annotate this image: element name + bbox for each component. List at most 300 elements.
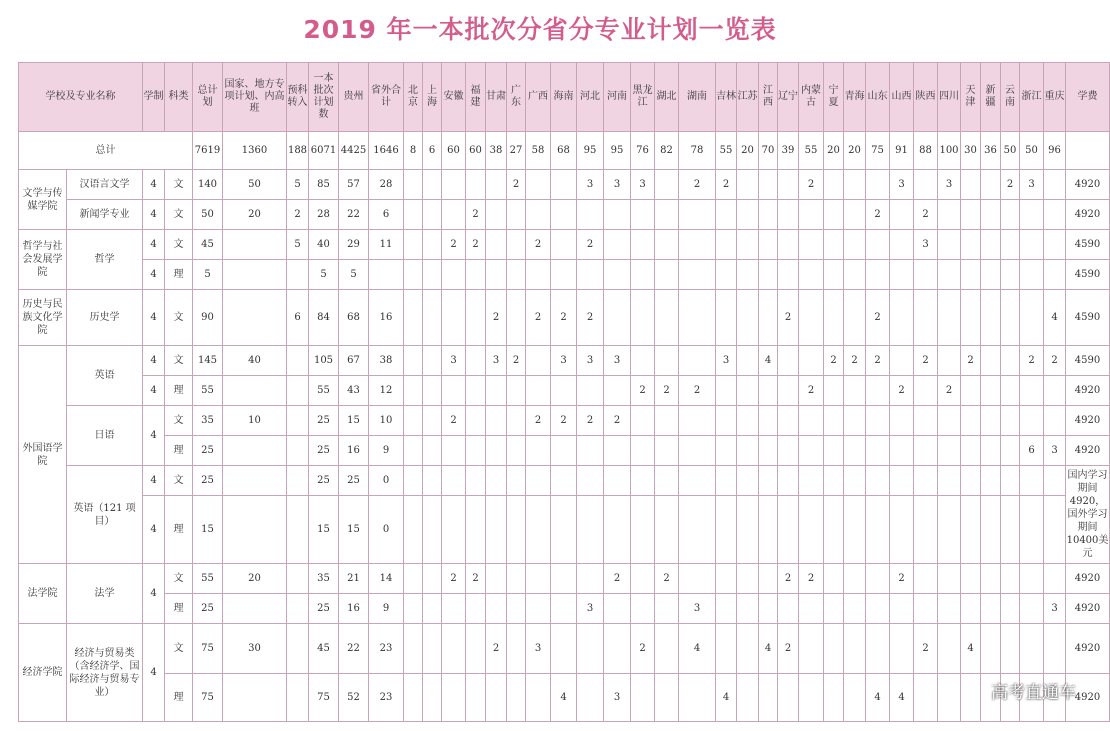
table-cell: [1020, 406, 1044, 436]
column-header: 新疆: [981, 63, 1001, 132]
table-cell: [890, 436, 914, 466]
table-cell: 3: [577, 346, 604, 376]
table-cell: 2: [1020, 346, 1044, 376]
table-cell: 50: [223, 170, 287, 200]
category-cell: 理: [165, 496, 193, 564]
column-header: 河北: [577, 63, 604, 132]
table-cell: [655, 674, 679, 722]
table-cell: [866, 496, 890, 564]
table-cell: [679, 466, 716, 496]
table-cell: [631, 436, 655, 466]
table-cell: [938, 466, 961, 496]
table-cell: [938, 200, 961, 230]
table-cell: 2: [679, 170, 716, 200]
table-cell: [981, 564, 1001, 594]
category-cell: 文: [165, 346, 193, 376]
table-cell: 25: [193, 594, 223, 624]
table-cell: [655, 346, 679, 376]
table-cell: [631, 290, 655, 346]
column-header: 湖北: [655, 63, 679, 132]
column-header: 吉林: [716, 63, 737, 132]
table-cell: [844, 436, 866, 466]
table-cell: [799, 406, 824, 436]
table-cell: [287, 564, 309, 594]
table-cell: [737, 564, 759, 594]
table-cell: 35: [309, 564, 339, 594]
table-cell: [442, 594, 466, 624]
table-cell: [866, 594, 890, 624]
table-cell: 2: [526, 406, 551, 436]
table-cell: [679, 674, 716, 722]
table-cell: 23: [369, 674, 404, 722]
column-header: 江西: [759, 63, 778, 132]
college-name: 历史与民族文化学院: [19, 290, 67, 346]
table-cell: 5: [309, 260, 339, 290]
column-header: 预科转入: [287, 63, 309, 132]
table-cell: [866, 436, 890, 466]
table-cell: 4920: [1066, 564, 1110, 594]
table-cell: 25: [309, 466, 339, 496]
table-cell: [737, 346, 759, 376]
table-cell: [1044, 564, 1066, 594]
table-cell: [507, 466, 526, 496]
column-header: 内蒙古: [799, 63, 824, 132]
table-cell: [890, 466, 914, 496]
major-name: 法学: [67, 564, 143, 624]
column-header: 甘肃: [486, 63, 507, 132]
table-cell: 1646: [369, 132, 404, 170]
table-cell: [759, 406, 778, 436]
table-cell: [223, 496, 287, 564]
table-cell: 60: [466, 132, 486, 170]
table-cell: 4920: [1066, 170, 1110, 200]
table-cell: 16: [369, 290, 404, 346]
table-cell: 2: [778, 624, 799, 674]
table-cell: [604, 376, 631, 406]
table-cell: 50: [193, 200, 223, 230]
table-cell: [914, 376, 938, 406]
table-cell: [1044, 624, 1066, 674]
table-cell: [866, 466, 890, 496]
column-header: 宁夏: [824, 63, 844, 132]
column-header: 安徽: [442, 63, 466, 132]
table-cell: [981, 406, 1001, 436]
table-cell: [1066, 132, 1110, 170]
table-cell: 16: [339, 436, 369, 466]
table-cell: 55: [716, 132, 737, 170]
table-cell: [679, 200, 716, 230]
table-cell: 25: [309, 594, 339, 624]
table-cell: [938, 496, 961, 564]
table-cell: [799, 290, 824, 346]
table-cell: [1001, 564, 1020, 594]
table-cell: [844, 564, 866, 594]
table-cell: [716, 376, 737, 406]
table-cell: [507, 230, 526, 260]
table-cell: [759, 200, 778, 230]
table-cell: 10: [369, 406, 404, 436]
major-name: 英语（121 项目）: [67, 466, 143, 564]
table-cell: [466, 346, 486, 376]
table-cell: [486, 564, 507, 594]
table-cell: 58: [526, 132, 551, 170]
table-cell: [981, 436, 1001, 466]
table-cell: 2: [507, 170, 526, 200]
table-cell: [423, 496, 442, 564]
table-cell: 140: [193, 170, 223, 200]
table-cell: [778, 466, 799, 496]
table-cell: 55: [309, 376, 339, 406]
table-cell: 10: [223, 406, 287, 436]
table-cell: [486, 674, 507, 722]
table-row: [19, 594, 1110, 624]
table-cell: [1044, 170, 1066, 200]
table-cell: [631, 230, 655, 260]
table-cell: 85: [309, 170, 339, 200]
table-cell: 4590: [1066, 346, 1110, 376]
column-header: 山东: [866, 63, 890, 132]
table-cell: [507, 436, 526, 466]
major-name: 英语: [67, 346, 143, 406]
column-header: 黑龙江: [631, 63, 655, 132]
table-cell: [507, 496, 526, 564]
table-cell: 14: [369, 564, 404, 594]
table-cell: [551, 436, 577, 466]
table-cell: [890, 496, 914, 564]
table-cell: [890, 260, 914, 290]
table-cell: [423, 436, 442, 466]
table-cell: [914, 406, 938, 436]
table-cell: [223, 290, 287, 346]
table-cell: [551, 376, 577, 406]
table-cell: [679, 436, 716, 466]
table-cell: [981, 200, 1001, 230]
table-cell: 20: [824, 132, 844, 170]
table-cell: [1020, 376, 1044, 406]
table-cell: 82: [655, 132, 679, 170]
table-cell: [679, 406, 716, 436]
table-cell: [404, 496, 423, 564]
table-cell: 2: [526, 230, 551, 260]
table-cell: 55: [799, 132, 824, 170]
table-cell: 28: [309, 200, 339, 230]
table-cell: [1001, 406, 1020, 436]
table-cell: 75: [309, 674, 339, 722]
table-cell: 2: [679, 376, 716, 406]
table-cell: [655, 624, 679, 674]
table-cell: [551, 200, 577, 230]
years-cell: 4: [143, 376, 165, 406]
table-cell: [507, 290, 526, 346]
table-cell: 4590: [1066, 260, 1110, 290]
table-cell: [737, 170, 759, 200]
years-cell: 4: [143, 406, 165, 466]
table-cell: [824, 406, 844, 436]
table-cell: [631, 260, 655, 290]
table-cell: [442, 290, 466, 346]
table-cell: [442, 674, 466, 722]
table-cell: [526, 346, 551, 376]
table-cell: [404, 170, 423, 200]
table-cell: [631, 496, 655, 564]
table-cell: 0: [369, 466, 404, 496]
table-cell: [1020, 290, 1044, 346]
table-cell: 4920: [1066, 594, 1110, 624]
table-cell: 15: [193, 496, 223, 564]
years-cell: 4: [143, 170, 165, 200]
table-cell: [824, 290, 844, 346]
table-cell: 50: [1001, 132, 1020, 170]
table-cell: [466, 376, 486, 406]
table-cell: [981, 496, 1001, 564]
table-cell: [631, 674, 655, 722]
table-cell: 6: [423, 132, 442, 170]
table-cell: [679, 496, 716, 564]
table-cell: [577, 674, 604, 722]
major-name: 新闻学专业: [67, 200, 143, 230]
table-cell: [1001, 346, 1020, 376]
table-cell: [844, 624, 866, 674]
table-cell: 28: [369, 170, 404, 200]
years-cell: 4: [143, 496, 165, 564]
table-cell: [526, 170, 551, 200]
table-cell: [824, 230, 844, 260]
table-cell: [1044, 406, 1066, 436]
table-cell: [486, 436, 507, 466]
column-header: 省外合计: [369, 63, 404, 132]
table-cell: [890, 406, 914, 436]
table-cell: [577, 624, 604, 674]
table-cell: [737, 496, 759, 564]
table-cell: [938, 230, 961, 260]
table-cell: 45: [193, 230, 223, 260]
table-cell: [914, 466, 938, 496]
table-cell: [287, 406, 309, 436]
table-cell: [961, 594, 981, 624]
table-cell: [423, 564, 442, 594]
table-cell: 57: [339, 170, 369, 200]
table-cell: [423, 624, 442, 674]
table-cell: [844, 406, 866, 436]
table-cell: [914, 674, 938, 722]
table-cell: 4425: [339, 132, 369, 170]
table-cell: [466, 260, 486, 290]
table-cell: [737, 406, 759, 436]
table-cell: 23: [369, 624, 404, 674]
table-cell: [981, 624, 1001, 674]
table-cell: [404, 406, 423, 436]
table-cell: 2: [466, 230, 486, 260]
table-cell: 2: [551, 406, 577, 436]
table-cell: [824, 466, 844, 496]
table-cell: [442, 260, 466, 290]
college-name: 法学院: [19, 564, 67, 624]
table-cell: 2: [914, 346, 938, 376]
table-cell: 11: [369, 230, 404, 260]
table-cell: [404, 674, 423, 722]
table-cell: [759, 170, 778, 200]
table-cell: [604, 230, 631, 260]
table-cell: 2: [466, 200, 486, 230]
table-cell: 5: [339, 260, 369, 290]
table-cell: 55: [193, 376, 223, 406]
category-cell: 文: [165, 624, 193, 674]
table-cell: 2: [442, 230, 466, 260]
table-cell: 2: [778, 290, 799, 346]
column-header: 海南: [551, 63, 577, 132]
table-cell: [938, 674, 961, 722]
table-cell: [1020, 624, 1044, 674]
table-cell: [1044, 260, 1066, 290]
table-cell: [778, 496, 799, 564]
table-cell: 52: [339, 674, 369, 722]
column-header: 广东: [507, 63, 526, 132]
table-cell: [526, 260, 551, 290]
table-cell: [844, 466, 866, 496]
table-cell: 91: [890, 132, 914, 170]
table-cell: [223, 260, 287, 290]
table-cell: [737, 594, 759, 624]
table-cell: 2: [486, 624, 507, 674]
table-cell: [223, 594, 287, 624]
table-cell: [1020, 230, 1044, 260]
table-cell: 2: [716, 170, 737, 200]
table-cell: [404, 346, 423, 376]
table-cell: [799, 674, 824, 722]
table-cell: 2: [526, 290, 551, 346]
table-cell: [1020, 496, 1044, 564]
table-cell: 67: [339, 346, 369, 376]
column-header: 浙江: [1020, 63, 1044, 132]
table-cell: [486, 260, 507, 290]
table-cell: 22: [339, 624, 369, 674]
table-cell: [1020, 564, 1044, 594]
table-cell: 2: [799, 376, 824, 406]
table-cell: 60: [442, 132, 466, 170]
table-row: [19, 376, 1110, 406]
column-header: 天津: [961, 63, 981, 132]
table-cell: 2: [799, 564, 824, 594]
table-cell: 2: [577, 290, 604, 346]
table-cell: [866, 230, 890, 260]
table-cell: [551, 496, 577, 564]
table-cell: 3: [604, 674, 631, 722]
table-cell: [223, 230, 287, 260]
category-cell: 文: [165, 230, 193, 260]
table-cell: [526, 594, 551, 624]
column-header: 青海: [844, 63, 866, 132]
table-cell: [486, 466, 507, 496]
table-cell: [938, 346, 961, 376]
table-cell: 2: [866, 200, 890, 230]
table-cell: 40: [223, 346, 287, 376]
table-cell: 27: [507, 132, 526, 170]
table-cell: [442, 466, 466, 496]
table-cell: [844, 496, 866, 564]
table-row: [19, 170, 1110, 200]
table-cell: 4920: [1066, 674, 1110, 722]
table-cell: 8: [404, 132, 423, 170]
years-cell: 4: [143, 200, 165, 230]
table-row: [19, 346, 1110, 376]
table-cell: [287, 346, 309, 376]
table-cell: 6071: [309, 132, 339, 170]
table-cell: [716, 496, 737, 564]
table-cell: [938, 290, 961, 346]
table-cell: [526, 376, 551, 406]
column-header: 江苏: [737, 63, 759, 132]
table-cell: 20: [223, 200, 287, 230]
table-cell: [890, 594, 914, 624]
table-cell: [759, 564, 778, 594]
table-cell: 70: [759, 132, 778, 170]
table-cell: [799, 346, 824, 376]
table-cell: [1001, 624, 1020, 674]
table-cell: [1044, 496, 1066, 564]
table-cell: [423, 466, 442, 496]
table-cell: [655, 230, 679, 260]
table-cell: [486, 376, 507, 406]
table-cell: [1001, 466, 1020, 496]
table-cell: [938, 260, 961, 290]
total-row: [19, 132, 1110, 170]
table-cell: [890, 200, 914, 230]
table-cell: [1001, 260, 1020, 290]
table-cell: [442, 200, 466, 230]
table-cell: [287, 376, 309, 406]
table-cell: 2: [551, 290, 577, 346]
table-cell: [824, 594, 844, 624]
table-cell: [961, 466, 981, 496]
table-cell: 3: [631, 170, 655, 200]
table-cell: [716, 290, 737, 346]
table-cell: [466, 594, 486, 624]
table-cell: [737, 260, 759, 290]
table-cell: [824, 624, 844, 674]
table-cell: [604, 466, 631, 496]
table-cell: 88: [914, 132, 938, 170]
years-cell: 4: [143, 260, 165, 290]
table-cell: [423, 594, 442, 624]
table-cell: [737, 674, 759, 722]
table-cell: 35: [193, 406, 223, 436]
table-cell: 2: [287, 200, 309, 230]
table-cell: 43: [339, 376, 369, 406]
table-cell: [486, 594, 507, 624]
table-cell: [423, 170, 442, 200]
table-cell: [938, 594, 961, 624]
table-cell: 30: [223, 624, 287, 674]
table-row: [19, 436, 1110, 466]
table-header-row: [19, 63, 1110, 132]
table-cell: 2: [844, 346, 866, 376]
table-cell: 6: [287, 290, 309, 346]
table-cell: [442, 624, 466, 674]
table-cell: 2: [1001, 170, 1020, 200]
table-cell: [679, 260, 716, 290]
column-header: 一本批次计划数: [309, 63, 339, 132]
table-cell: [655, 406, 679, 436]
table-cell: [759, 230, 778, 260]
table-cell: [961, 260, 981, 290]
table-cell: [961, 406, 981, 436]
college-name: 经济学院: [19, 624, 67, 722]
table-cell: 3: [716, 346, 737, 376]
table-row: [19, 406, 1110, 436]
table-cell: [938, 436, 961, 466]
table-cell: [404, 260, 423, 290]
major-name: 汉语言文学: [67, 170, 143, 200]
